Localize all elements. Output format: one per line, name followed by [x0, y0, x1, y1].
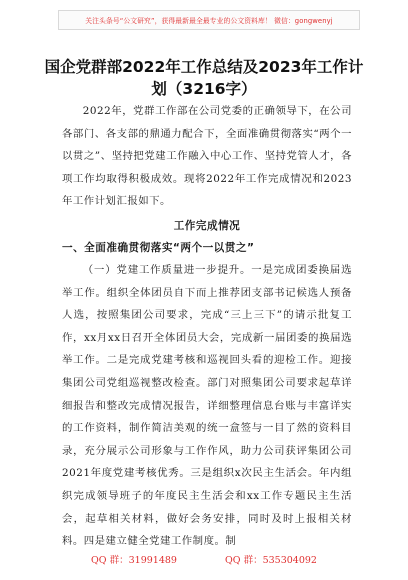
section-heading: 工作完成情况 [173, 219, 241, 232]
intro-paragraph: 2022年，党群工作部在公司党委的正确领导下，在公司各部门、各支部的鼎通力配合下，全面准确贯彻落实“两个一以贯之”、坚持把党建工作融入中心工作、坚持党管人才，各项工作均取得积极成效。现将2022年工作完成情况和2023年工作计划汇报如下。 [62, 105, 352, 208]
footer-qq-group-2: QQ 群：535304092 [224, 555, 317, 566]
subsection-heading: 一、全面准确贯彻落实“两个一以贯之” [62, 241, 255, 254]
promo-banner [58, 10, 360, 30]
footer-qq-group-1: QQ 群：31991489 [91, 555, 177, 566]
body-paragraph: （一）党建工作质量进一步提升。一是完成团委换届选举工作。组织全体团员自下而上推荐团支部书记候选人预备人选，按照集团公司要求，完成“三上三下”的请示批复工作，xx月xx日召开全体团员大会，完成新一届团委的换届选举工作。二是完成党建考核和巡视回头看的迎检工作。迎接集团公司党组巡视整改检查。部门对照集团公司要求起草详细报告和整改完成情况报告，详细整理信息台账与丰富详实的工作资料，制作简洁美观的统一盒签与一目了然的资料目录，充分展示公司形象与工作作风，助力公司获评集团公司2021年度党建考核优秀。三是组织x次民主生活会。年内组织完成领导班子的年度民主生活会和xx工作专题民主生活会，起草相关材料，做好会务安排，同时及时上报相关材料。四是建立健全党建工作制度。制 [62, 263, 352, 548]
document-body [62, 100, 352, 553]
promo-banner-text: 关注头条号“公文研究”，获得最新最全最专业的公文资料库！ 微信：gongwenyj [85, 17, 333, 25]
document-title: 国企党群部2022年工作总结及2023年工作计划（3216字） [44, 58, 364, 98]
footer-contacts [0, 552, 408, 566]
